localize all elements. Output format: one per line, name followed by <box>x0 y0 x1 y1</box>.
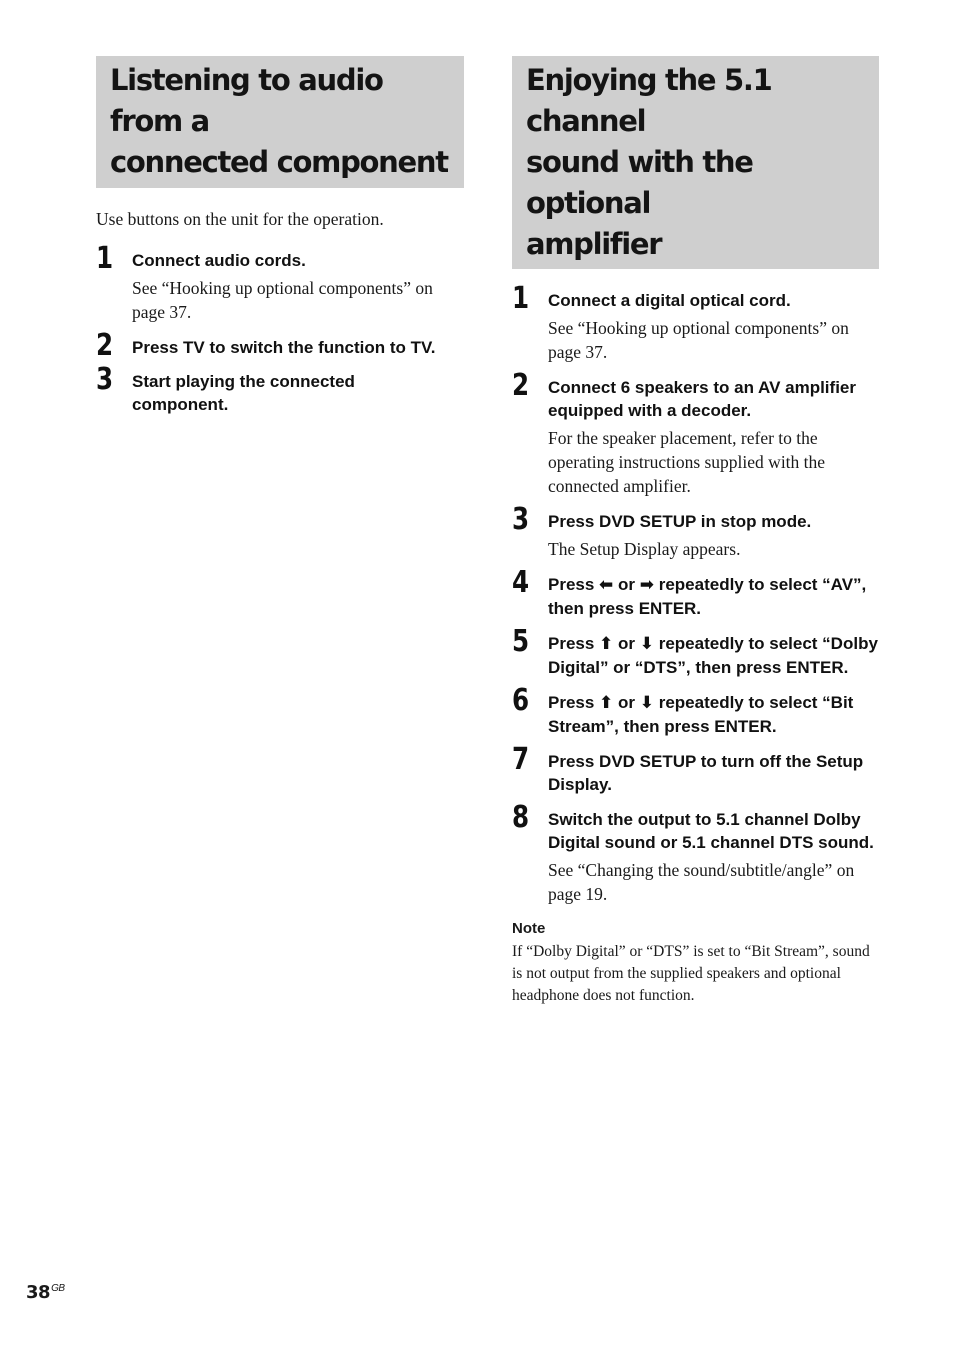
step-heading-text: or <box>613 634 640 653</box>
step-heading <box>548 632 879 679</box>
down-arrow-icon: ⬇ <box>639 634 654 654</box>
section-title-listening <box>96 56 464 188</box>
step-heading-text: or <box>613 693 640 712</box>
note-label: Note <box>512 920 546 937</box>
down-arrow-icon: ⬇ <box>639 693 654 713</box>
note-block <box>512 919 879 1007</box>
step-3 <box>512 502 879 561</box>
step-heading <box>548 691 879 738</box>
step-3 <box>96 362 464 416</box>
step-heading-line: component. <box>132 395 229 414</box>
step-number: 1 <box>96 241 114 276</box>
up-arrow-icon: ⬆ <box>599 634 614 654</box>
step-heading: Connect a digital optical cord. <box>548 291 791 310</box>
step-body: See “Changing the sound/subtitle/angle” on page 19. <box>548 860 855 904</box>
step-heading: Press DVD SETUP to turn off the Setup Display. <box>548 752 864 794</box>
step-number: 8 <box>512 800 530 835</box>
step-heading: Press DVD SETUP in stop mode. <box>548 512 812 531</box>
step-number: 2 <box>96 328 114 363</box>
step-heading: Connect 6 speakers to an AV amplifier equipped with a decoder. <box>548 378 856 420</box>
note-body: If “Dolby Digital” or “DTS” is set to “Bit Stream”, sound is not output from the supplied speakers and optional headphone does not function. <box>512 943 870 1004</box>
step-number: 2 <box>512 368 530 403</box>
title-line: amplifier <box>526 227 662 261</box>
step-number: 5 <box>512 624 530 659</box>
step-heading-text: Press <box>548 634 600 653</box>
step-heading-text: Press <box>548 693 600 712</box>
intro-text: Use buttons on the unit for the operation. <box>96 209 384 229</box>
step-4 <box>512 565 879 620</box>
step-number: 6 <box>512 683 530 718</box>
step-number: 3 <box>96 362 114 397</box>
page-number-value: 38 <box>26 1282 51 1303</box>
page-number-suffix: GB <box>51 1283 65 1294</box>
step-6 <box>512 683 879 738</box>
step-heading-text: repeatedly to select “Bit Stream”, then press ENTER. <box>548 693 854 736</box>
step-body: The Setup Display appears. <box>548 539 741 559</box>
right-column <box>512 56 879 1007</box>
step-1 <box>96 241 464 324</box>
up-arrow-icon: ⬆ <box>599 693 614 713</box>
step-heading-line: Start playing the connected <box>132 372 355 391</box>
step-2 <box>512 368 879 498</box>
step-heading <box>132 370 464 416</box>
step-heading: Connect audio cords. <box>132 251 306 270</box>
step-number: 3 <box>512 502 530 537</box>
title-line: connected component <box>110 145 448 179</box>
step-5 <box>512 624 879 679</box>
step-number: 4 <box>512 565 530 600</box>
step-body: See “Hooking up optional components” on page 37. <box>132 278 433 322</box>
right-arrow-icon: ➡ <box>639 575 654 595</box>
step-body: For the speaker placement, refer to the operating instructions supplied with the connected amplifier. <box>548 428 826 496</box>
step-heading-text: Press <box>548 575 600 594</box>
page-number <box>26 1282 65 1303</box>
step-2 <box>96 328 464 363</box>
step-heading: Switch the output to 5.1 channel Dolby Digital sound or 5.1 channel DTS sound. <box>548 810 874 852</box>
step-7 <box>512 742 879 796</box>
title-line: Listening to audio from a <box>110 63 383 138</box>
title-line: Enjoying the 5.1 channel <box>526 63 772 138</box>
left-arrow-icon: ⬅ <box>599 575 614 595</box>
step-heading-text: repeatedly to select “AV”, then press ENTER. <box>548 575 867 618</box>
step-heading <box>548 573 879 620</box>
title-line: sound with the optional <box>526 145 753 220</box>
step-number: 7 <box>512 742 530 777</box>
step-heading-text: repeatedly to select “Dolby Digital” or “DTS”, then press ENTER. <box>548 634 878 677</box>
section-title-5-1-channel <box>512 56 879 269</box>
step-1 <box>512 281 879 364</box>
step-body: See “Hooking up optional components” on page 37. <box>548 318 849 362</box>
step-heading-text: or <box>613 575 640 594</box>
step-number: 1 <box>512 281 530 316</box>
step-heading: Press TV to switch the function to TV. <box>132 338 436 357</box>
left-column <box>96 56 464 416</box>
step-8 <box>512 800 879 906</box>
